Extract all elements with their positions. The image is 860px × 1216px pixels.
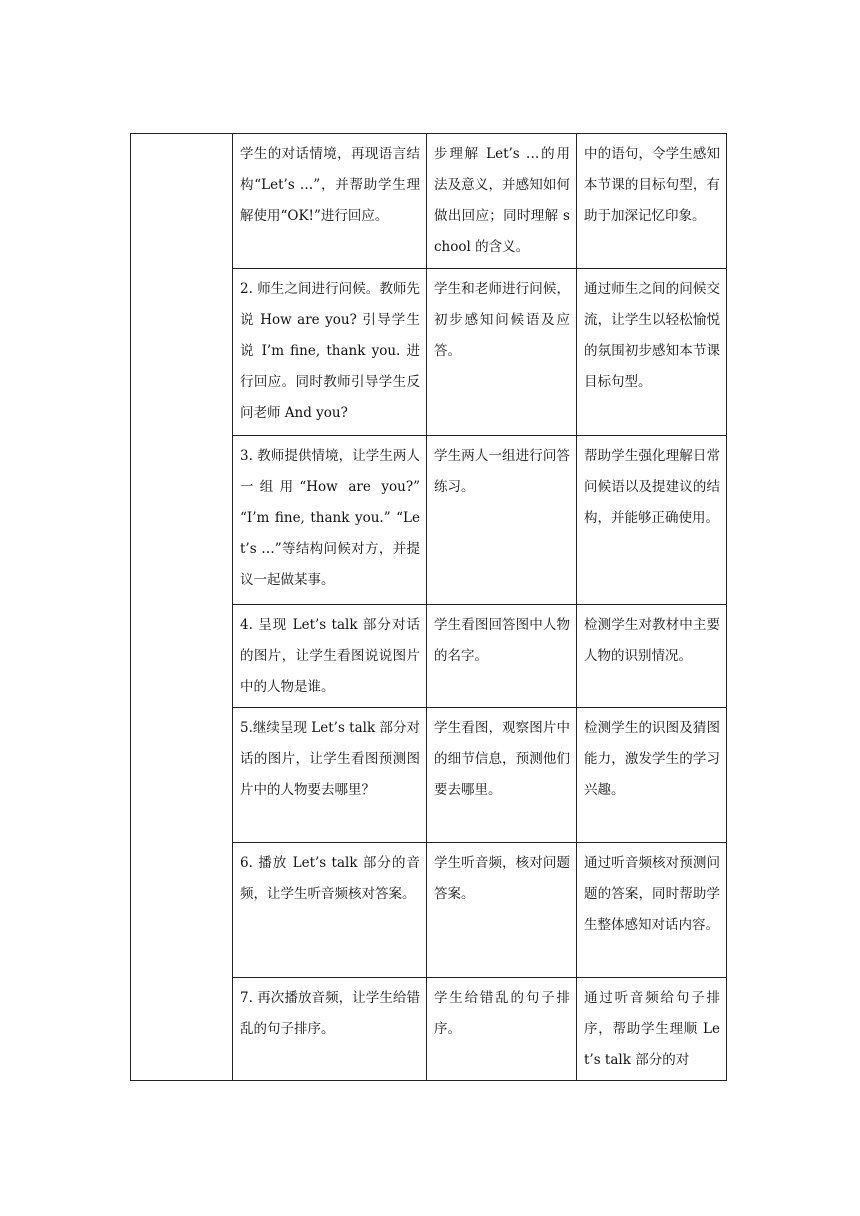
student-activity-text: 步理解 Let’s …的用法及意义，并感知如何做出回应；同时理解 school 的含义。	[434, 146, 570, 255]
activity-cell	[233, 978, 427, 1081]
activity-cell	[233, 269, 427, 436]
activity-cell	[233, 708, 427, 843]
activity-text: 2. 师生之间进行问候。教师先说 How are you? 引导学生说 I’m fine, thank you. 进行回应。同时教师引导学生反问老师 And you?	[240, 281, 420, 421]
student-activity-cell	[427, 708, 577, 843]
purpose-text: 帮助学生强化理解日常问候语以及提建议的结构，并能够正确使用。	[584, 448, 720, 526]
student-activity-text: 学生看图回答图中人物的名字。	[434, 617, 570, 664]
purpose-text: 通过听音频给句子排序，帮助学生理顺 Let’s talk 部分的对	[584, 990, 720, 1068]
student-activity-cell	[427, 269, 577, 436]
student-activity-text: 学生两人一组进行问答练习。	[434, 448, 570, 495]
activity-text: 3. 教师提供情境，让学生两人一组用“How are you?” “I’m fine, thank you.” “Let’s …”等结构问候对方，并提议一起做某事。	[240, 448, 420, 588]
purpose-text: 检测学生的识图及猜图能力，激发学生的学习兴趣。	[584, 720, 720, 798]
purpose-cell	[577, 843, 727, 978]
activity-cell	[233, 134, 427, 269]
student-activity-cell	[427, 843, 577, 978]
activity-cell	[233, 843, 427, 978]
activity-text: 4. 呈现 Let’s talk 部分对话的图片，让学生看图说说图片中的人物是谁。	[240, 617, 420, 695]
purpose-text: 通过师生之间的问候交流，让学生以轻松愉悦的氛围初步感知本节课目标句型。	[584, 281, 720, 390]
lesson-plan-table	[130, 133, 727, 1081]
purpose-cell	[577, 269, 727, 436]
student-activity-text: 学生看图，观察图片中的细节信息，预测他们要去哪里。	[434, 720, 570, 798]
purpose-text: 检测学生对教材中主要人物的识别情况。	[584, 617, 720, 664]
purpose-cell	[577, 708, 727, 843]
purpose-text: 中的语句，令学生感知本节课的目标句型，有助于加深记忆印象。	[584, 146, 720, 224]
purpose-cell	[577, 978, 727, 1081]
student-activity-cell	[427, 978, 577, 1081]
student-activity-cell	[427, 605, 577, 708]
purpose-cell	[577, 436, 727, 605]
student-activity-text: 学生和老师进行问候，初步感知问候语及应答。	[434, 281, 570, 359]
activity-cell	[233, 436, 427, 605]
student-activity-cell	[427, 134, 577, 269]
purpose-cell	[577, 134, 727, 269]
student-activity-text: 学生给错乱的句子排序。	[434, 990, 570, 1037]
purpose-text: 通过听音频核对预测问题的答案，同时帮助学生整体感知对话内容。	[584, 855, 720, 933]
student-activity-cell	[427, 436, 577, 605]
activity-text: 5.继续呈现 Let’s talk 部分对话的图片，让学生看图预测图片中的人物要去哪里？	[240, 720, 420, 798]
phase-cell	[131, 134, 233, 1081]
student-activity-text: 学生听音频，核对问题答案。	[434, 855, 570, 902]
activity-text: 7. 再次播放音频，让学生给错乱的句子排序。	[240, 990, 420, 1037]
purpose-cell	[577, 605, 727, 708]
activity-cell	[233, 605, 427, 708]
activity-text: 6. 播放 Let’s talk 部分的音频，让学生听音频核对答案。	[240, 855, 420, 902]
activity-text: 学生的对话情境，再现语言结构“Let’s …”，并帮助学生理解使用“OK!”进行回应。	[240, 146, 420, 224]
table-row	[131, 134, 727, 269]
